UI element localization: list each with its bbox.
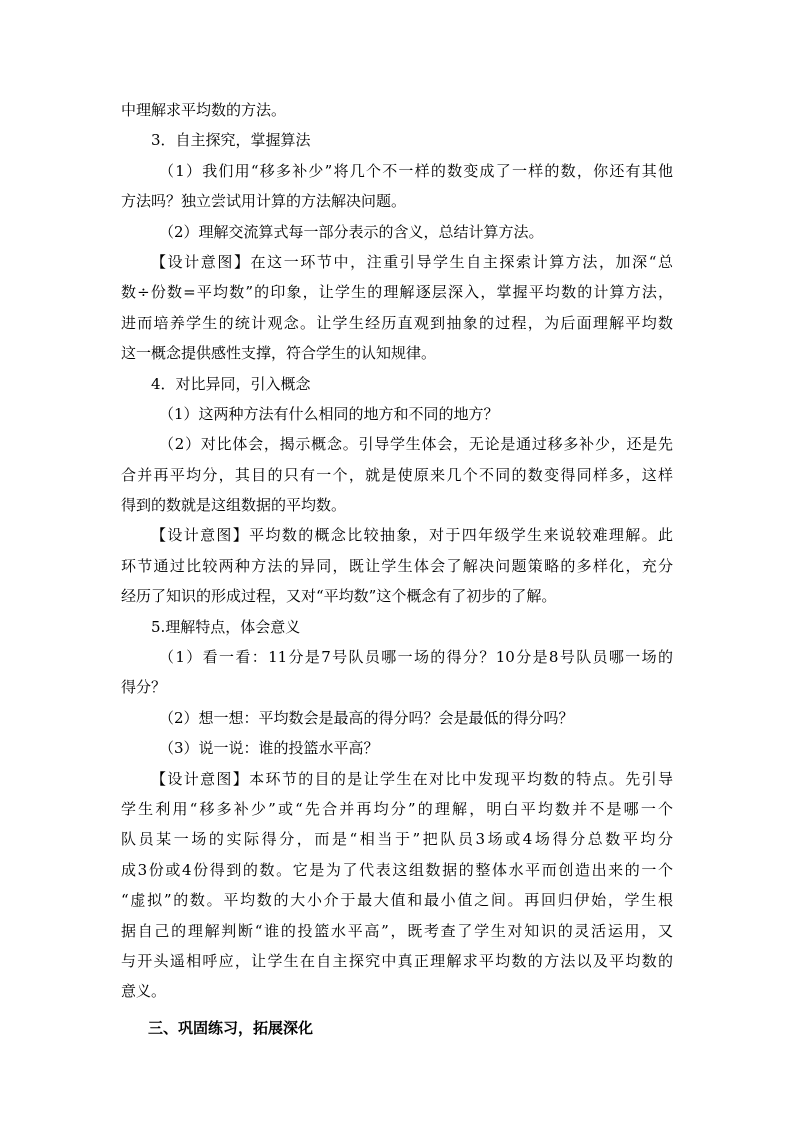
paragraph-line: （2）想一想：平均数会是最高的得分吗？会是最低的得分吗？: [159, 708, 574, 727]
paragraph-line: 队员某一场的实际得分，而是“相当于”把队员3场或4场得分总数平均分: [121, 830, 673, 849]
design-intent-line: 【设计意图】本环节的目的是让学生在对比中发现平均数的特点。先引导: [151, 769, 673, 788]
design-intent-line: 【设计意图】在这一环节中，注重引导学生自主探索计算方法，加深“总: [151, 252, 673, 271]
paragraph-line: （2）理解交流算式每一部分表示的含义，总结计算方法。: [159, 222, 544, 241]
paragraph-line: 意义。: [121, 982, 167, 1001]
paragraph-line: 环节通过比较两种方法的异同，既让学生体会了解决问题策略的多样化，充分: [121, 556, 673, 575]
paragraph-line: （3）说一说：谁的投篮水平高？: [159, 739, 379, 758]
design-intent-line: 【设计意图】平均数的概念比较抽象，对于四年级学生来说较难理解。此: [151, 526, 673, 545]
paragraph-line: 据自己的理解判断“谁的投篮水平高”，既考查了学生对知识的灵活运用，又: [121, 921, 673, 940]
paragraph-line: （1）看一看：11分是7号队员哪一场的得分？10分是8号队员哪一场的: [159, 648, 673, 667]
paragraph-line: 方法吗？独立尝试用计算的方法解决问题。: [121, 192, 407, 211]
paragraph-line: 数÷份数=平均数”的印象，让学生的理解逐层深入，掌握平均数的计算方法，: [121, 283, 673, 302]
paragraph-line: 成3份或4份得到的数。它是为了代表这组数据的整体水平而创造出来的一个: [121, 860, 673, 879]
paragraph-line: 经历了知识的形成过程，又对“平均数”这个概念有了初步的了解。: [121, 587, 557, 606]
paragraph-line: “虚拟”的数。平均数的大小介于最大值和最小值之间。再回归伊始，学生根: [121, 891, 673, 910]
paragraph-line: 中理解求平均数的方法。: [121, 101, 287, 119]
paragraph-line: 进而培养学生的统计观念。让学生经历直观到抽象的过程，为后面理解平均数: [121, 313, 673, 332]
paragraph-line: 学生利用“移多补少”或“先合并再均分”的理解，明白平均数并不是哪一个: [121, 799, 673, 818]
paragraph-line: 得到的数就是这组数据的平均数。: [121, 496, 347, 515]
paragraph-line: （1）我们用“移多补少”将几个不一样的数变成了一样的数，你还有其他: [159, 161, 673, 180]
paragraph-line: （2）对比体会，揭示概念。引导学生体会，无论是通过移多补少，还是先: [159, 435, 673, 454]
document-page: [121, 95, 673, 1043]
section-heading-4: 4．对比异同，引入概念: [151, 374, 311, 393]
paragraph-line: 与开头遥相呼应，让学生在自主探究中真正理解求平均数的方法以及平均数的: [121, 951, 673, 970]
paragraph-line: 得分？: [121, 678, 167, 697]
paragraph-line: （1）这两种方法有什么相同的地方和不同的地方？: [159, 404, 499, 423]
section-heading-5: 5.理解特点，体会意义: [151, 617, 301, 636]
paragraph-line: 这一概念提供感性支撑，符合学生的认知规律。: [121, 344, 437, 363]
paragraph-line: 合并再平均分，其目的只有一个，就是使原来几个不同的数变得同样多，这样: [121, 465, 673, 484]
section-heading-three: 三、巩固练习，拓展深化: [148, 1018, 314, 1037]
section-heading-3: 3．自主探究，掌握算法: [151, 131, 311, 150]
